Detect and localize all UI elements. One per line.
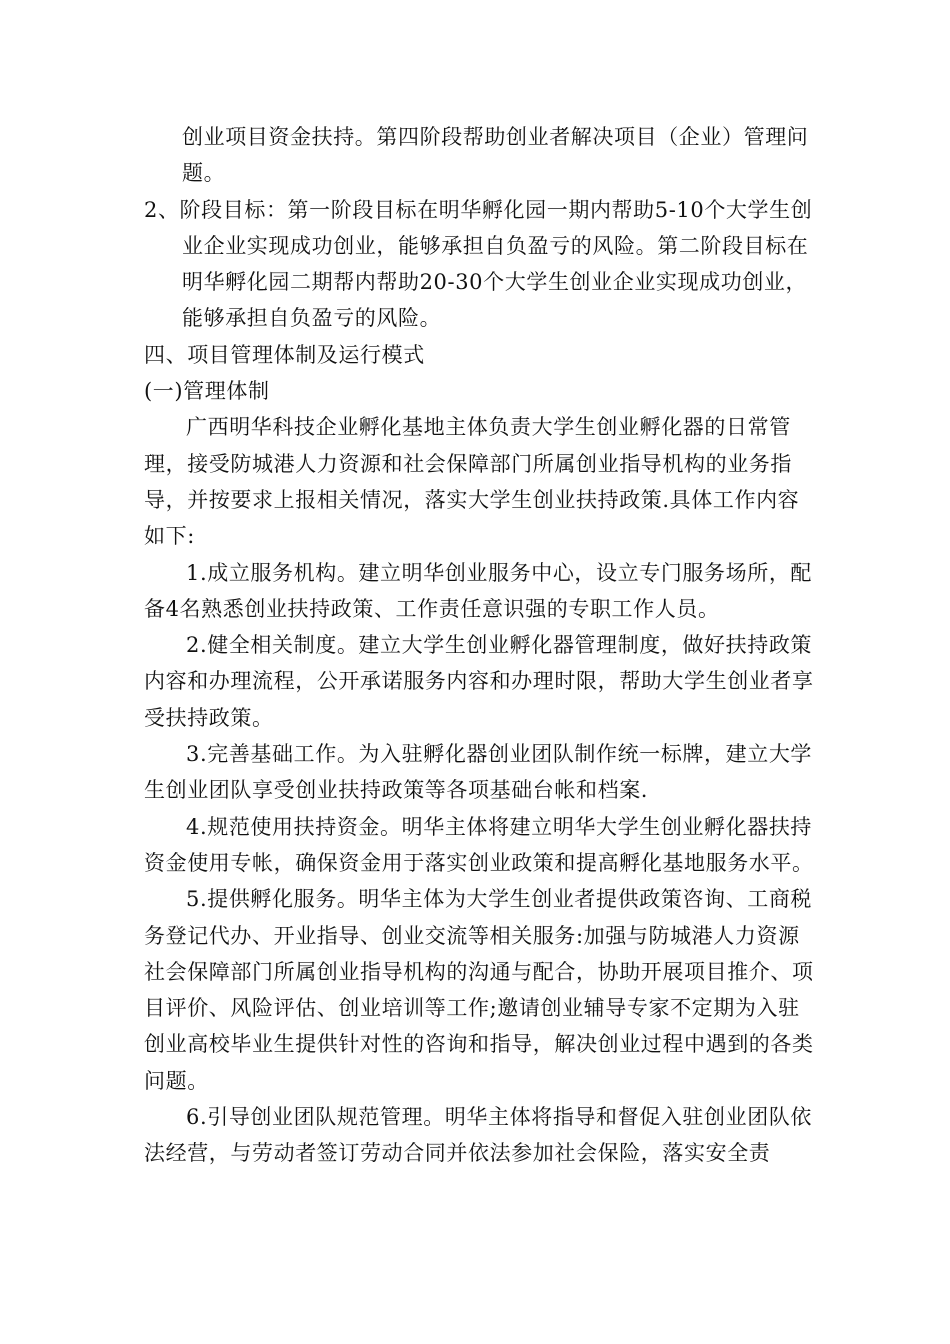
- document-body: [144, 119, 816, 1172]
- paragraph-item-2: 2.健全相关制度。建立大学生创业孵化器管理制度，做好扶持政策内容和办理流程，公开承诺服务内容和办理时限，帮助大学生创业者享受扶持政策。: [144, 633, 814, 730]
- paragraph-continued-stage-four: 创业项目资金扶持。第四阶段帮助创业者解决项目（企业）管理问题。: [182, 125, 809, 186]
- subsection-heading-management-system: (一)管理体制: [144, 379, 270, 404]
- paragraph-item-1: 1.成立服务机构。建立明华创业服务中心，设立专门服务场所，配备4名熟悉创业扶持政策、工作责任意识强的专职工作人员。: [144, 560, 813, 621]
- paragraph-item-3: 3.完善基础工作。为入驻孵化器创业团队制作统一标牌，建立大学生创业团队享受创业扶持政策等各项基础台帐和档案.: [144, 742, 813, 803]
- section-heading-management: 四、项目管理体制及运行模式: [144, 342, 425, 367]
- paragraph-item-6: 6.引导创业团队规范管理。明华主体将指导和督促入驻创业团队依法经营，与劳动者签订劳动合同并依法参加社会保险，落实安全责: [144, 1105, 813, 1166]
- paragraph-item-5: 5.提供孵化服务。明华主体为大学生创业者提供政策咨询、工商税务登记代办、开业指导、创业交流等相关服务:加强与防城港人力资源社会保障部门所属创业指导机构的沟通与配合，协助开展项目推介、项目评价、风险评估、创业培训等工作;邀请创业辅导专家不定期为入驻创业高校毕业生提供针对性的咨询和指导，解决创业过程中遇到的各类问题。: [144, 887, 814, 1093]
- paragraph-management-overview: 广西明华科技企业孵化基地主体负责大学生创业孵化器的日常管理，接受防城港人力资源和社会保障部门所属创业指导机构的业务指导，并按要求上报相关情况，落实大学生创业扶持政策.具体工作内容如下:: [144, 415, 800, 549]
- paragraph-stage-goals: 2、阶段目标：第一阶段目标在明华孵化园一期内帮助5-10个大学生创业企业实现成功创业，能够承担自负盈亏的风险。第二阶段目标在明华孵化园二期帮内帮助20-30个大学生创业企业实现成功创业，能够承担自负盈亏的风险。: [144, 197, 813, 331]
- paragraph-item-4: 4.规范使用扶持资金。明华主体将建立明华大学生创业孵化器扶持资金使用专帐，确保资金用于落实创业政策和提高孵化基地服务水平。: [144, 814, 814, 875]
